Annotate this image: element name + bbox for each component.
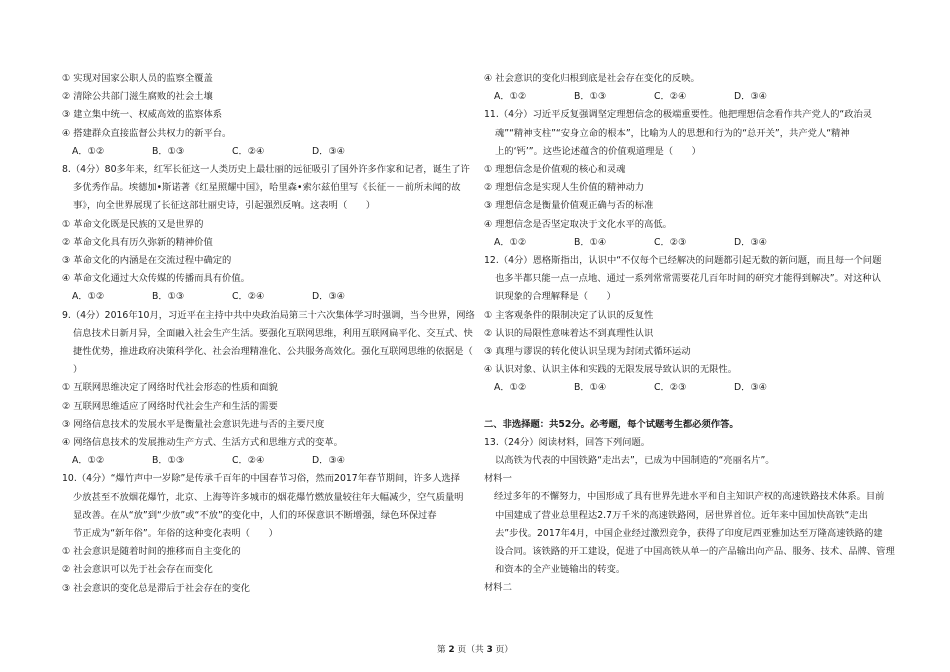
- text-line: ② 认识的局限性意味着达不到真理性认识: [484, 327, 654, 339]
- text-line: ① 革命文化既是民族的又是世界的: [62, 218, 204, 230]
- footer-suffix: 页）: [492, 645, 514, 655]
- text-line: ④ 搭建群众直接监督公共权力的新平台。: [62, 127, 232, 139]
- answer-option: D．③④: [734, 91, 768, 103]
- text-line: ② 社会意识可以先于社会存在而变化: [62, 564, 213, 576]
- text-line: ① 主客观条件的限制决定了认识的反复性: [484, 309, 654, 321]
- answer-option: C．②④: [654, 91, 687, 103]
- answer-option: A．①②: [72, 145, 105, 157]
- answer-option: C．②③: [654, 236, 687, 248]
- text-line: ③ 理想信念是衡量价值观正确与否的标准: [484, 200, 654, 212]
- text-line: 13.（24分）阅读材料，回答下列问题。: [484, 436, 651, 448]
- text-line: 去”步伐。2017年4月，中国企业经过激烈竞争，获得了印度尼西亚雅加达至万隆高速铁路的建: [495, 527, 883, 539]
- text-line: 显改善。在从“放”到“少放”或“不放”的变化中，人们的环保意识不断增强，绿色环保过春: [73, 509, 437, 521]
- answer-option: C．②③: [654, 382, 687, 394]
- answer-option: B．①③: [152, 455, 185, 467]
- answer-option: A．①②: [494, 382, 527, 394]
- text-line: ② 清除公共部门滋生腐败的社会土壤: [62, 91, 213, 103]
- text-line: 8.（4分）80多年来，红军长征这一人类历史上最壮丽的远征吸引了国外许多作家和记者，诞生了许: [62, 164, 470, 176]
- text-line: ③ 建立集中统一、权威高效的监察体系: [62, 109, 223, 121]
- spacer: [484, 398, 894, 416]
- text-line: 事》，向全世界展现了长征这部壮丽史诗，引起强烈反响。这表明（ ）: [73, 200, 376, 212]
- text-line: 识现象的合理解释是（ ）: [495, 291, 616, 303]
- text-line: 信息技术日新月异，全面融入社会生产生活。要强化互联网思维，利用互联网扁平化、交互式、快: [73, 327, 473, 339]
- text-line: 上的‘钙’”。这些论述蕴含的价值观道理是（ ）: [495, 145, 701, 157]
- text-line: 材料一: [484, 473, 512, 485]
- text-line: ① 互联网思维决定了网络时代社会形态的性质和面貌: [62, 382, 278, 394]
- footer-page-number: 2: [448, 645, 455, 655]
- text-line: 多优秀作品。埃德加•斯诺著《红星照耀中国》，哈里森•索尔兹伯里写《长征－－前所未闻的故: [73, 182, 461, 194]
- answer-option: B．①③: [152, 291, 185, 303]
- answer-option: D．③④: [312, 145, 346, 157]
- text-line: 少放甚至不放烟花爆竹，北京、上海等许多城市的烟花爆竹燃放量较往年大幅减少，空气质量明: [73, 491, 464, 503]
- answer-option: A．①②: [72, 291, 105, 303]
- text-line: ④ 理想信念是否坚定取决于文化水平的高低。: [484, 218, 672, 230]
- answer-option: B．①④: [574, 382, 607, 394]
- text-line: 和资本的全产业链输出的转变。: [495, 564, 626, 576]
- text-line: ② 革命文化具有历久弥新的精神价值: [62, 236, 213, 248]
- text-line: 9.（4分）2016年10月，习近平在主持中共中央政治局第三十六次集体学习时强调，当今世界，网络: [62, 309, 475, 321]
- answer-option: B．①③: [152, 145, 185, 157]
- answer-option: D．③④: [734, 382, 768, 394]
- text-line: 中国建成了营业总里程达2.7万千米的高速铁路网，居世界首位。近年来中国加快高铁“走出: [495, 509, 868, 521]
- text-line: 经过多年的不懈努力，中国形成了具有世界先进水平和自主知识产权的高速铁路技术体系。目前: [494, 491, 885, 503]
- answer-option: B．①④: [574, 236, 607, 248]
- answer-option: D．③④: [734, 236, 768, 248]
- text-line: 魂”“精神支柱”“安身立命的根本”，比喻为人的思想和行为的“总开关”，共产党人“精神: [495, 127, 850, 139]
- answer-options: [62, 143, 460, 161]
- section-heading: 二、非选择题：共52分。必考题，每个试题考生都必须作答。: [484, 418, 739, 430]
- text-line: 11.（4分）习近平反复强调坚定理想信念的极端重要性。他把理想信念看作共产党人的“政治灵: [484, 109, 873, 121]
- footer-total-pages: 3: [486, 645, 493, 655]
- text-line: ③ 真理与谬误的转化使认识呈现为封闭式循环运动: [484, 346, 691, 358]
- answer-options: [62, 288, 460, 306]
- text-line: ④ 社会意识的变化归根到底是社会存在变化的反映。: [484, 73, 700, 84]
- answer-option: A．①②: [494, 236, 527, 248]
- left-column: [62, 70, 475, 598]
- text-line: ④ 网络信息技术的发展推动生产方式、生活方式和思维方式的变革。: [62, 437, 343, 449]
- answer-options: [62, 452, 460, 470]
- page-footer: [0, 644, 950, 656]
- text-line: 以高铁为代表的中国铁路“走出去”，已成为中国制造的“亮丽名片”。: [495, 455, 775, 467]
- text-line: ① 理想信念是价值观的核心和灵魂: [484, 164, 626, 176]
- text-line: ② 互联网思维适应了网络时代社会生产和生活的需要: [62, 400, 278, 412]
- text-line: ④ 革命文化通过大众传媒的传播而具有价值。: [62, 273, 250, 285]
- answer-options: [484, 234, 894, 252]
- text-line: 10.（4分）“爆竹声中一岁除”是传承千百年的中国春节习俗，然而2017年春节期间，许多人选择: [62, 473, 460, 485]
- answer-option: C．②④: [232, 145, 265, 157]
- answer-options: [484, 88, 894, 106]
- answer-option: D．③④: [312, 455, 346, 467]
- text-line: ② 理想信念是实现人生价值的精神动力: [484, 182, 645, 194]
- text-line: ① 实现对国家公职人员的监察全覆盖: [62, 73, 213, 84]
- text-line: ③ 网络信息技术的发展水平是衡量社会意识先进与否的主要尺度: [62, 418, 325, 430]
- footer-prefix: 第: [436, 645, 449, 655]
- answer-option: C．②④: [232, 455, 265, 467]
- answer-option: A．①②: [494, 91, 527, 103]
- answer-option: C．②④: [232, 291, 265, 303]
- text-line: ）: [73, 364, 83, 376]
- answer-option: D．③④: [312, 291, 346, 303]
- footer-middle: 页（共: [454, 645, 487, 655]
- text-line: 12.（4分）恩格斯指出，认识中“不仅每个已经解决的问题都引起无数的新问题，而且每一个问题: [484, 255, 882, 267]
- text-line: 节正成为“新年俗”。年俗的这种变化表明（ ）: [73, 528, 278, 540]
- answer-option: A．①②: [72, 455, 105, 467]
- right-column: [484, 70, 894, 598]
- text-line: ③ 革命文化的内涵是在交流过程中确定的: [62, 255, 232, 267]
- text-line: 材料二: [484, 582, 512, 594]
- text-line: ③ 社会意识的变化总是滞后于社会存在的变化: [62, 582, 250, 594]
- answer-option: B．①③: [574, 91, 607, 103]
- text-line: ① 社会意识是随着时间的推移而自主变化的: [62, 546, 241, 558]
- text-line: 也多半都只能一点一点地、通过一系列常常需要花几百年时间的研究才能得到解决”。对这种认: [495, 273, 881, 285]
- text-line: 捷性优势，推进政府决策科学化、社会治理精准化、公共服务高效化。强化互联网思维的依据是（: [73, 346, 473, 358]
- text-line: 设合同。该铁路的开工建设，促进了中国高铁从单一的产品输出向产品、服务、技术、品牌、管理: [495, 546, 895, 558]
- answer-options: [484, 379, 894, 397]
- text-line: ④ 认识对象、认识主体和实践的无限发展导致认识的无限性。: [484, 364, 738, 376]
